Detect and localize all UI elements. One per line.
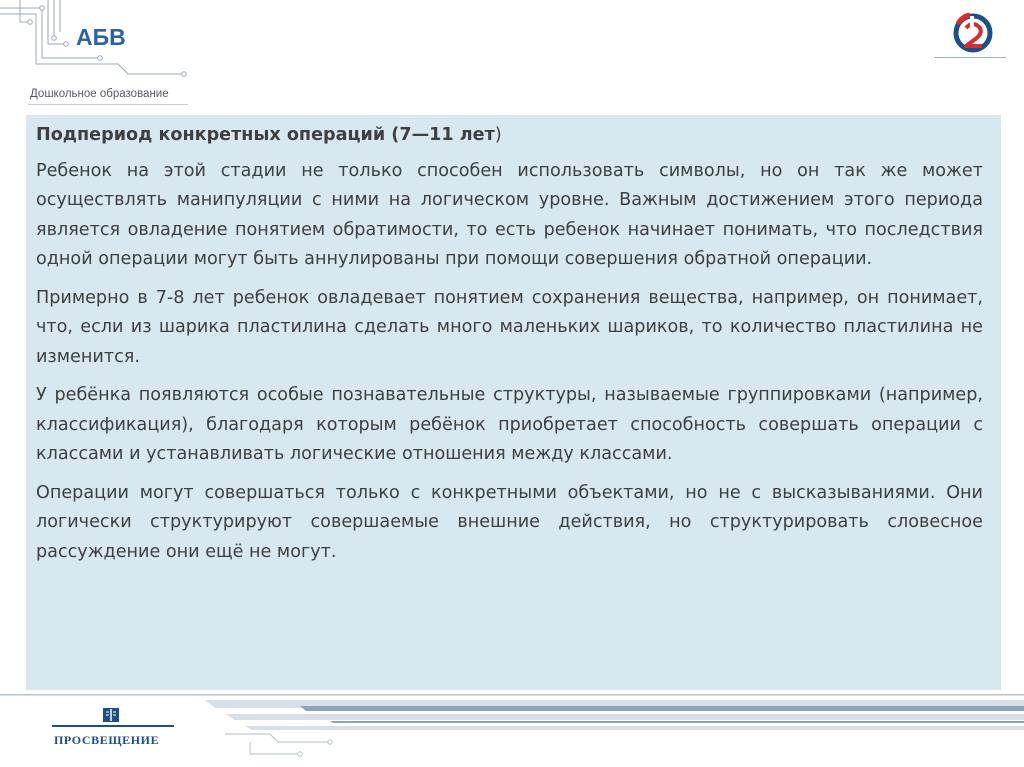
section-heading-text: Подпериод конкретных операций (7—11 лет [36, 125, 495, 145]
content-panel [26, 115, 1001, 690]
section-heading [36, 121, 983, 151]
publisher-name: ПРОСВЕЩЕНИЕ [54, 733, 160, 747]
divider [934, 57, 1006, 58]
divider [28, 104, 188, 105]
publisher-emblem-icon [950, 10, 996, 56]
paragraph: Операции могут совершаться только с конкретными объектами, но не с высказываниями. Они логически структурируют совершаемые внешние действия, но структурировать словесное рассуждение они ещё не могут. [36, 482, 983, 562]
paragraph: У ребёнка появляются особые познавательные структуры, называемые группировками (например, классификация), благодаря которым ребёнок приобретает способность совершать операции с классами и устанавливать логические отношения между классами. [36, 385, 983, 464]
brand-logo: АБВ [76, 24, 126, 50]
footer-stripes [0, 694, 1024, 767]
paragraph: Ребенок на этой стадии не только способен использовать символы, но он так же может осуществлять манипуляции с ними на логическом уровне. Важным достижением этого периода является овладение понятием обратимости, то есть ребенок начинает понимать, что последствия одной операции могут быть аннулированы при помощи совершения обратной операции. [36, 160, 983, 269]
paragraph: Примерно в 7-8 лет ребенок овладевает понятием сохранения вещества, например, он понимает, что, если из шарика пластилина сделать много маленьких шариков, то количество пластилина не изменится. [36, 287, 983, 367]
brand-subtitle: Дошкольное образование [30, 88, 169, 100]
book-emblem-icon [101, 706, 121, 724]
divider [52, 725, 174, 727]
section-heading-paren: ) [494, 125, 502, 145]
